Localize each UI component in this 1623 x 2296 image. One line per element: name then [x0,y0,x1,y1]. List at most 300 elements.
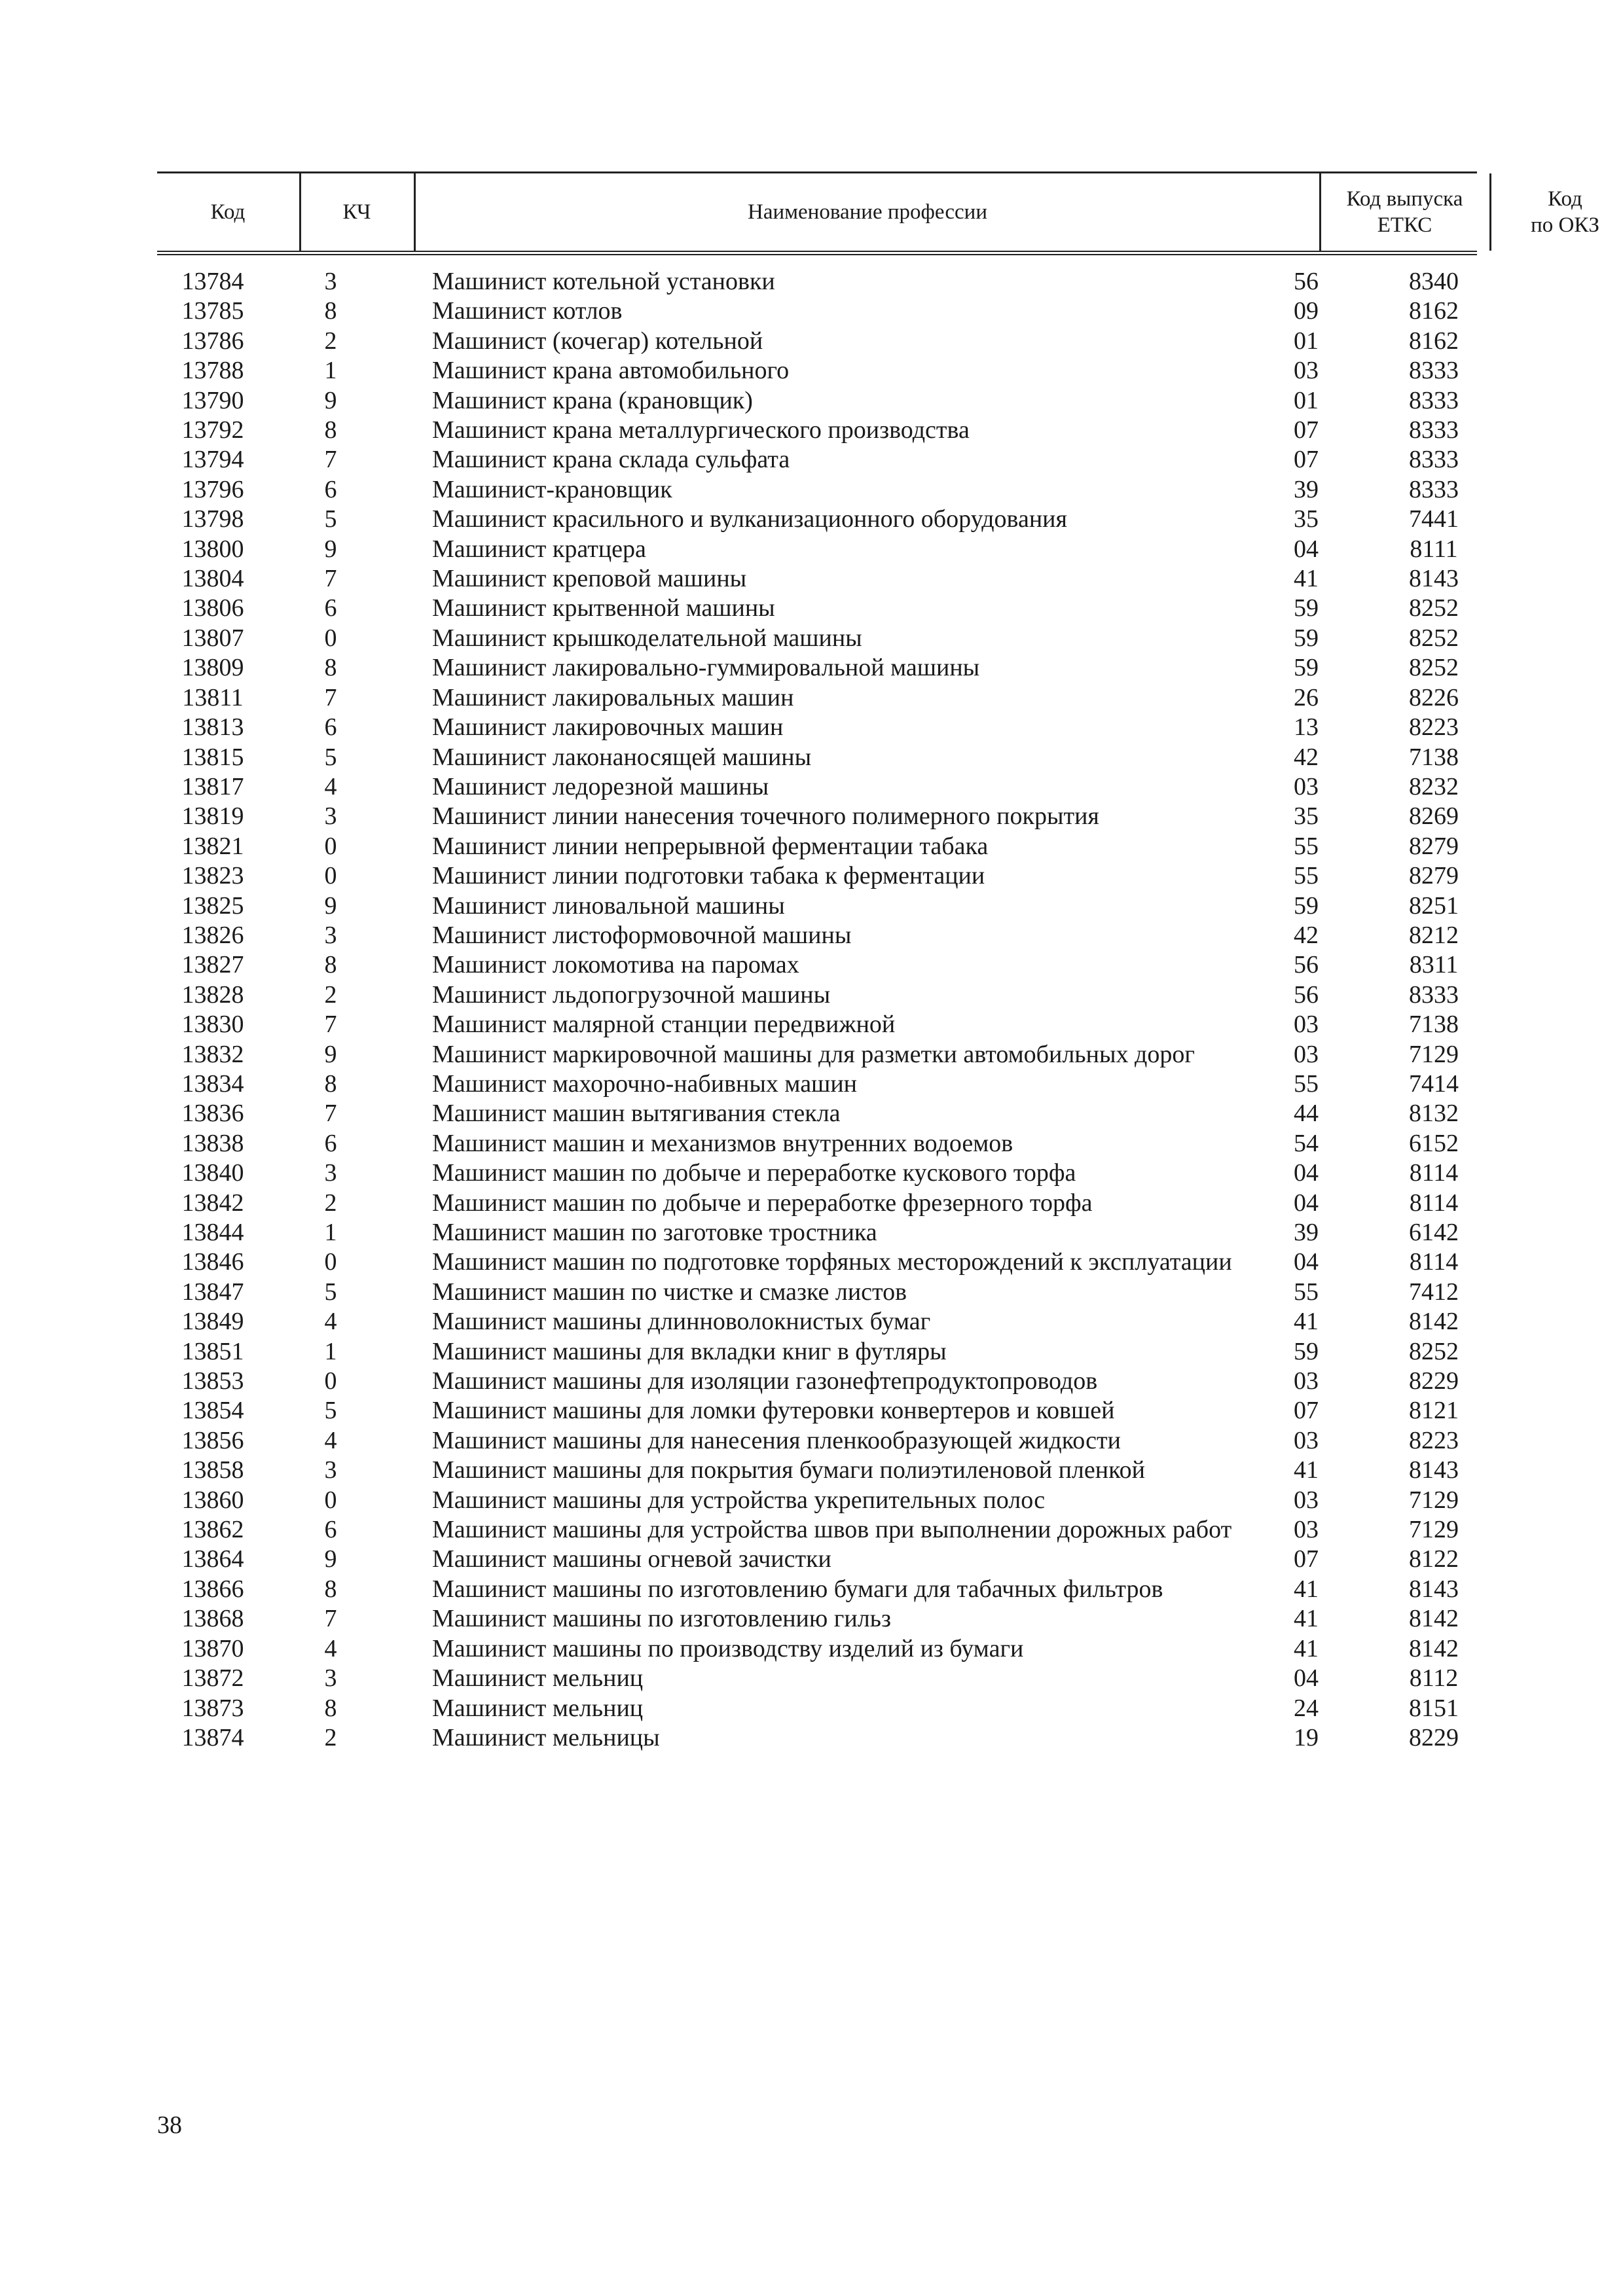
row-code: 13800 [181,535,244,563]
row-okz-code: 8333 [1409,980,1459,1009]
row-etks-code: 59 [1294,654,1319,682]
row-profession-name: Машинист крытвенной машины [432,594,775,622]
row-control-digit: 9 [324,1545,337,1573]
row-control-digit: 4 [324,1634,337,1662]
row-profession-name: Машинист машины для изоляции газонефтепродуктопроводов [432,1367,1098,1395]
row-okz-code: 8121 [1409,1397,1459,1425]
row-code: 13828 [181,980,244,1009]
table-row [157,713,1477,742]
row-okz-code: 8112 [1409,1664,1459,1693]
row-okz-code: 7441 [1409,505,1459,533]
table-row [157,1367,1477,1396]
row-control-digit: 3 [324,268,337,295]
row-etks-code: 59 [1294,1337,1319,1365]
row-control-digit: 0 [324,862,337,890]
row-profession-name: Машинист машины по производству изделий из бумаги [432,1634,1024,1662]
row-code: 13811 [182,683,244,711]
row-profession-name: Машинист крана автомобильного [432,357,790,385]
table-row [157,1456,1477,1485]
header-profession-name: Наименование профессии [748,200,987,224]
row-control-digit: 9 [324,1040,337,1068]
table-row [157,1604,1477,1634]
classifier-table [157,171,1599,1753]
table-row [157,386,1477,416]
row-code: 13866 [181,1575,244,1603]
row-control-digit: 6 [324,594,337,622]
row-etks-code: 56 [1294,980,1319,1009]
table-row [157,1396,1477,1426]
table-row [157,1634,1477,1664]
row-etks-code: 55 [1294,832,1319,860]
row-okz-code: 8279 [1409,862,1459,890]
row-control-digit: 4 [324,1308,337,1336]
row-okz-code: 8279 [1409,832,1459,860]
row-code: 13830 [181,1011,244,1039]
row-etks-code: 41 [1294,1575,1319,1603]
row-control-digit: 0 [324,832,337,860]
row-code: 13790 [181,386,244,414]
row-okz-code: 8114 [1409,1248,1459,1276]
row-code: 13836 [181,1100,244,1128]
row-etks-code: 55 [1294,862,1319,890]
row-control-digit: 8 [324,951,337,979]
row-code: 13806 [181,594,244,622]
row-control-digit: 7 [324,1605,337,1633]
row-etks-code: 41 [1294,1456,1319,1484]
table-row [157,772,1477,802]
row-profession-name: Машинист машины для устройства швов при выполнении дорожных работ [432,1516,1232,1544]
row-etks-code: 41 [1294,1605,1319,1633]
row-code: 13804 [181,565,244,593]
row-code: 13873 [181,1694,244,1722]
row-okz-code: 6152 [1409,1129,1459,1157]
row-profession-name: Машинист красильного и вулканизационного оборудования [432,505,1067,533]
row-control-digit: 5 [324,743,337,771]
row-control-digit: 1 [324,1219,337,1246]
row-control-digit: 9 [324,386,337,414]
row-control-digit: 3 [324,1664,337,1693]
row-etks-code: 13 [1294,713,1319,742]
table-row [157,1247,1477,1277]
row-profession-name: Машинист маркировочной машины для разметки автомобильных дорог [432,1040,1195,1068]
row-okz-code: 8252 [1409,594,1459,622]
row-code: 13834 [181,1069,244,1098]
row-okz-code: 8269 [1409,802,1459,831]
row-etks-code: 01 [1294,327,1319,355]
row-profession-name: Машинист лакировально-гуммировальной машины [432,654,980,682]
row-etks-code: 04 [1294,1248,1319,1276]
row-etks-code: 39 [1294,475,1319,503]
row-profession-name: Машинист линии подготовки табака к ферментации [432,862,985,890]
row-profession-name: Машинист льдопогрузочной машины [432,980,831,1009]
table-row [157,802,1477,831]
row-etks-code: 42 [1294,921,1319,949]
row-code: 13868 [181,1605,244,1633]
row-profession-name: Машинист машин вытягивания стекла [432,1100,841,1128]
row-okz-code: 8114 [1409,1189,1459,1217]
row-control-digit: 8 [324,1069,337,1098]
table-row [157,653,1477,683]
row-control-digit: 6 [324,713,337,742]
row-code: 13794 [181,446,244,474]
row-profession-name: Машинист машины для нанесения пленкообразующей жидкости [432,1426,1121,1454]
row-okz-code: 8333 [1409,446,1459,474]
row-okz-code: 8142 [1409,1308,1459,1336]
row-profession-name: Машинист машин по чистке и смазке листов [432,1278,907,1306]
table-row [157,1129,1477,1158]
row-control-digit: 1 [324,357,337,385]
row-code: 13788 [181,357,244,385]
table-body [157,267,1477,1753]
row-okz-code: 8212 [1409,921,1459,949]
table-row [157,683,1477,713]
row-control-digit: 7 [324,1100,337,1128]
row-okz-code: 7129 [1409,1040,1459,1068]
row-code: 13817 [181,772,244,800]
row-code: 13847 [181,1278,244,1306]
table-row [157,950,1477,980]
row-etks-code: 42 [1294,743,1319,771]
table-row [157,327,1477,356]
row-profession-name: Машинист листоформовочной машины [432,921,852,949]
row-profession-name: Машинист машины для вкладки книг в футляры [432,1337,947,1365]
row-okz-code: 8142 [1409,1605,1459,1633]
row-code: 13785 [181,297,244,325]
table-row [157,535,1477,564]
row-profession-name: Машинист крана склада сульфата [432,446,790,474]
row-code: 13821 [181,832,244,860]
row-control-digit: 8 [324,297,337,325]
table-row [157,1664,1477,1693]
row-control-digit: 6 [324,1129,337,1157]
row-code: 13872 [181,1664,244,1693]
row-profession-name: Машинист креповой машины [432,565,747,593]
row-etks-code: 24 [1294,1694,1319,1722]
row-etks-code: 55 [1294,1069,1319,1098]
row-etks-code: 03 [1294,1486,1319,1514]
row-profession-name: Машинист крана металлургического производства [432,416,970,444]
table-row [157,1337,1477,1367]
row-code: 13860 [181,1486,244,1514]
table-row [157,1307,1477,1336]
row-control-digit: 3 [324,921,337,949]
table-row [157,505,1477,534]
row-code: 13864 [181,1545,244,1573]
row-okz-code: 8162 [1409,327,1459,355]
row-etks-code: 35 [1294,802,1319,831]
row-etks-code: 03 [1294,1516,1319,1544]
row-etks-code: 44 [1294,1100,1319,1128]
table-row [157,743,1477,772]
row-profession-name: Машинист (кочегар) котельной [432,327,763,355]
row-profession-name: Машинист котельной установки [432,268,775,295]
row-etks-code: 07 [1294,446,1319,474]
row-etks-code: 41 [1294,565,1319,593]
row-okz-code: 8333 [1409,475,1459,503]
row-profession-name: Машинист крышкоделательной машины [432,624,862,652]
row-okz-code: 7138 [1409,743,1459,771]
row-profession-name: Машинист махорочно-набивных машин [432,1069,857,1098]
row-okz-code: 8114 [1409,1159,1459,1187]
table-row [157,1575,1477,1604]
table-row [157,1099,1477,1128]
row-control-digit: 5 [324,1278,337,1306]
row-control-digit: 9 [324,891,337,920]
row-profession-name: Машинист малярной станции передвижной [432,1011,896,1039]
table-row [157,891,1477,921]
row-code: 13798 [181,505,244,533]
row-okz-code: 8232 [1409,772,1459,800]
page-number: 38 [157,2111,182,2139]
row-okz-code: 8223 [1409,713,1459,742]
row-okz-code: 7129 [1409,1516,1459,1544]
row-code: 13838 [181,1129,244,1157]
table-row [157,1694,1477,1723]
row-okz-code: 8223 [1409,1426,1459,1454]
row-code: 13842 [181,1189,244,1217]
table-row [157,1545,1477,1574]
table-row [157,296,1477,326]
row-profession-name: Машинист машин по добыче и переработке кускового торфа [432,1159,1076,1187]
row-profession-name: Машинист лакировальных машин [432,683,794,711]
row-okz-code: 8162 [1409,297,1459,325]
row-okz-code: 8151 [1409,1694,1459,1722]
row-code: 13870 [181,1634,244,1662]
row-okz-code: 7129 [1409,1486,1459,1514]
row-okz-code: 8142 [1409,1634,1459,1662]
table-row [157,980,1477,1010]
table-row [157,416,1477,445]
row-etks-code: 03 [1294,1367,1319,1395]
row-profession-name: Машинист котлов [432,297,623,325]
row-etks-code: 04 [1294,1664,1319,1693]
row-profession-name: Машинист машины по изготовлению бумаги для табачных фильтров [432,1575,1163,1603]
table-row [157,1218,1477,1247]
row-etks-code: 19 [1294,1723,1319,1751]
row-control-digit: 8 [324,1575,337,1603]
table-row [157,1515,1477,1545]
row-okz-code: 8226 [1409,683,1459,711]
row-control-digit: 4 [324,772,337,800]
row-code: 13815 [181,743,244,771]
row-profession-name: Машинист машины длинноволокнистых бумаг [432,1308,931,1336]
row-etks-code: 59 [1294,594,1319,622]
row-control-digit: 0 [324,1248,337,1276]
row-code: 13796 [181,475,244,503]
table-row [157,1010,1477,1039]
row-control-digit: 8 [324,654,337,682]
row-control-digit: 7 [324,1011,337,1039]
row-etks-code: 04 [1294,1159,1319,1187]
row-control-digit: 3 [324,1159,337,1187]
row-code: 13807 [181,624,244,652]
row-profession-name: Машинист машин и механизмов внутренних водоемов [432,1129,1013,1157]
row-etks-code: 03 [1294,1040,1319,1068]
table-row [157,624,1477,653]
row-code: 13854 [181,1397,244,1425]
header-etks-code: Код выпуска ЕТКС [1346,187,1463,237]
row-control-digit: 6 [324,475,337,503]
row-okz-code: 8111 [1410,535,1458,563]
row-profession-name: Машинист локомотива на паромах [432,951,799,979]
header-okz-code: Код по ОКЗ [1531,187,1599,237]
row-etks-code: 07 [1294,416,1319,444]
table-row [157,267,1477,296]
row-okz-code: 8311 [1409,951,1459,979]
row-etks-code: 55 [1294,1278,1319,1306]
table-row [157,1426,1477,1456]
row-okz-code: 8143 [1409,565,1459,593]
row-etks-code: 56 [1294,951,1319,979]
row-okz-code: 8251 [1409,891,1459,920]
row-code: 13823 [181,862,244,890]
table-row [157,475,1477,505]
row-okz-code: 8132 [1409,1100,1459,1128]
row-profession-name: Машинист машины для ломки футеровки конвертеров и ковшей [432,1397,1115,1425]
row-code: 13825 [181,891,244,920]
row-profession-name: Машинист мельницы [432,1723,660,1751]
row-control-digit: 6 [324,1516,337,1544]
row-profession-name: Машинист мельниц [432,1694,644,1722]
row-etks-code: 54 [1294,1129,1319,1157]
row-okz-code: 7412 [1409,1278,1459,1306]
table-row [157,356,1477,386]
table-row [157,832,1477,861]
row-code: 13849 [181,1308,244,1336]
row-code: 13809 [181,654,244,682]
row-okz-code: 8143 [1409,1456,1459,1484]
table-row [157,445,1477,475]
row-okz-code: 6142 [1409,1219,1459,1246]
row-control-digit: 3 [324,1456,337,1484]
row-control-digit: 1 [324,1337,337,1365]
row-etks-code: 59 [1294,624,1319,652]
row-code: 13853 [181,1367,244,1395]
row-profession-name: Машинист ледорезной машины [432,772,769,800]
row-okz-code: 8333 [1409,416,1459,444]
table-row [157,861,1477,891]
row-profession-name: Машинист мельниц [432,1664,644,1693]
row-code: 13846 [181,1248,244,1276]
row-profession-name: Машинист машин по подготовке торфяных месторождений к эксплуатации [432,1248,1232,1276]
row-control-digit: 7 [324,565,337,593]
row-profession-name: Машинист линии нанесения точечного полимерного покрытия [432,802,1099,831]
row-etks-code: 41 [1294,1634,1319,1662]
table-row [157,594,1477,623]
row-control-digit: 2 [324,1189,337,1217]
row-profession-name: Машинист машин по добыче и переработке фрезерного торфа [432,1189,1093,1217]
row-etks-code: 03 [1294,357,1319,385]
row-control-digit: 8 [324,416,337,444]
row-profession-name: Машинист линии непрерывной ферментации табака [432,832,989,860]
table-row [157,1486,1477,1515]
row-okz-code: 8229 [1409,1723,1459,1751]
row-code: 13856 [181,1426,244,1454]
row-etks-code: 41 [1294,1308,1319,1336]
row-profession-name: Машинист машины для покрытия бумаги полиэтиленовой пленкой [432,1456,1145,1484]
row-code: 13840 [181,1159,244,1187]
row-profession-name: Машинист машины по изготовлению гильз [432,1605,891,1633]
row-code: 13786 [181,327,244,355]
row-control-digit: 2 [324,1723,337,1751]
row-code: 13858 [181,1456,244,1484]
row-control-digit: 9 [324,535,337,563]
row-code: 13832 [181,1040,244,1068]
row-etks-code: 01 [1294,386,1319,414]
row-control-digit: 5 [324,505,337,533]
row-etks-code: 39 [1294,1219,1319,1246]
table-row [157,1189,1477,1218]
row-control-digit: 0 [324,624,337,652]
row-etks-code: 56 [1294,268,1319,295]
row-control-digit: 7 [324,683,337,711]
row-code: 13784 [181,268,244,295]
row-profession-name: Машинист лакировочных машин [432,713,784,742]
header-kch: КЧ [342,200,371,224]
row-control-digit: 8 [324,1694,337,1722]
row-control-digit: 0 [324,1486,337,1514]
row-control-digit: 2 [324,327,337,355]
row-code: 13792 [181,416,244,444]
row-okz-code: 8229 [1409,1367,1459,1395]
row-etks-code: 09 [1294,297,1319,325]
row-etks-code: 03 [1294,1426,1319,1454]
row-etks-code: 07 [1294,1545,1319,1573]
row-okz-code: 7138 [1409,1011,1459,1039]
row-profession-name: Машинист крана (крановщик) [432,386,753,414]
row-code: 13826 [181,921,244,949]
row-code: 13851 [181,1337,244,1365]
row-etks-code: 04 [1294,1189,1319,1217]
row-okz-code: 8333 [1409,357,1459,385]
table-row [157,1723,1477,1753]
row-okz-code: 8252 [1409,1337,1459,1365]
row-profession-name: Машинист линовальной машины [432,891,785,920]
row-etks-code: 07 [1294,1397,1319,1425]
row-etks-code: 26 [1294,683,1319,711]
row-etks-code: 35 [1294,505,1319,533]
row-etks-code: 04 [1294,535,1319,563]
row-control-digit: 0 [324,1367,337,1395]
row-profession-name: Машинист кратцера [432,535,646,563]
table-row [157,1040,1477,1069]
table-row [157,921,1477,950]
row-control-digit: 3 [324,802,337,831]
row-code: 13862 [181,1516,244,1544]
row-profession-name: Машинист машин по заготовке тростника [432,1219,877,1246]
row-okz-code: 8122 [1409,1545,1459,1573]
row-profession-name: Машинист лаконаносящей машины [432,743,812,771]
row-okz-code: 8252 [1409,654,1459,682]
row-control-digit: 5 [324,1397,337,1425]
row-okz-code: 8340 [1409,268,1459,295]
row-control-digit: 4 [324,1426,337,1454]
row-okz-code: 7414 [1409,1069,1459,1098]
row-okz-code: 8333 [1409,386,1459,414]
row-control-digit: 7 [324,446,337,474]
table-header [157,171,1599,255]
table-row [157,1158,1477,1188]
header-code: Код [210,200,246,224]
row-profession-name: Машинист машины для устройства укрепительных полос [432,1486,1046,1514]
row-code: 13844 [181,1219,244,1246]
row-etks-code: 59 [1294,891,1319,920]
row-code: 13813 [181,713,244,742]
row-code: 13819 [181,802,244,831]
table-row [157,1069,1477,1099]
row-okz-code: 8252 [1409,624,1459,652]
row-code: 13874 [181,1723,244,1751]
